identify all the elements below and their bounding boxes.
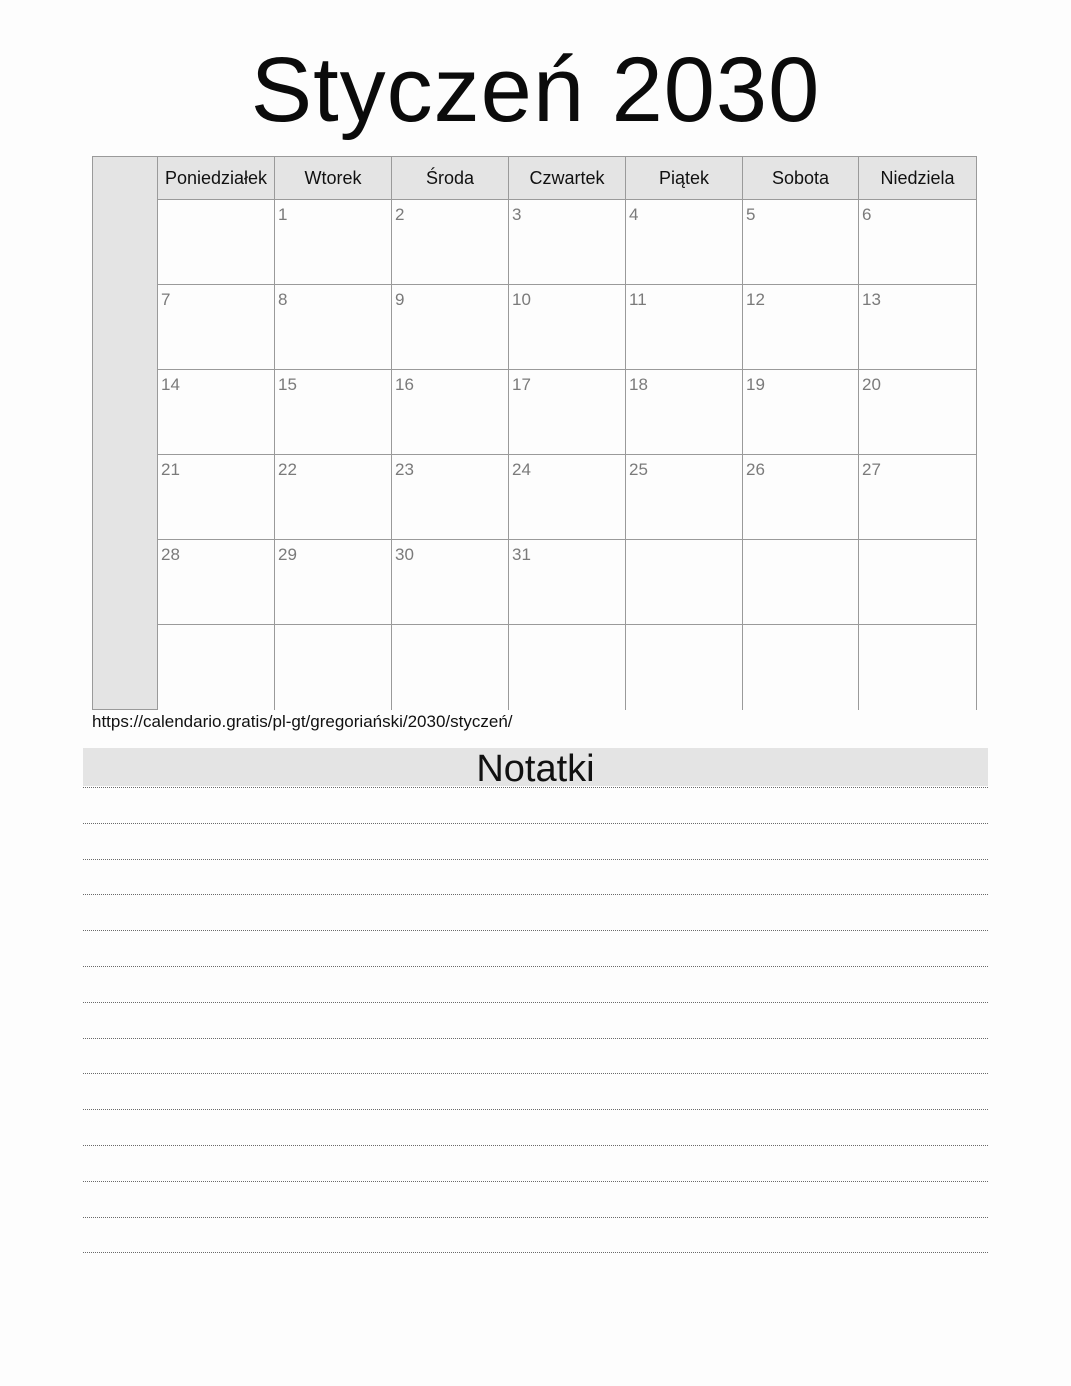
day-cell [509,370,626,455]
day-cell [509,625,626,710]
weekday-header: Środa [392,157,509,200]
weekday-header: Poniedziałek [158,157,275,200]
day-number: 21 [161,460,180,479]
day-number: 26 [746,460,765,479]
day-cell [275,370,392,455]
notes-line [83,1145,988,1146]
day-number: 6 [862,205,872,224]
day-cell [626,540,743,625]
day-cell [743,285,859,370]
day-cell [509,285,626,370]
notes-line [83,1181,988,1182]
day-number: 2 [395,205,405,224]
day-number: 5 [746,205,756,224]
day-number: 31 [512,545,531,564]
day-cell [158,455,275,540]
notes-line [83,966,988,967]
day-cell [859,285,976,370]
day-cell [743,455,859,540]
day-cell [626,455,743,540]
day-number: 24 [512,460,531,479]
day-cell [392,625,509,710]
notes-line [83,930,988,931]
day-number: 27 [862,460,881,479]
day-cell [859,200,976,285]
day-number: 30 [395,545,414,564]
day-cell [626,625,743,710]
day-cell [859,370,976,455]
day-number: 16 [395,375,414,394]
day-number: 7 [161,290,171,309]
day-cell [859,455,976,540]
day-number: 8 [278,290,288,309]
notes-line [83,787,988,788]
calendar-grid [158,157,976,709]
day-number: 25 [629,460,648,479]
notes-line [83,1038,988,1039]
day-number: 4 [629,205,639,224]
day-cell [743,625,859,710]
notes-line [83,1002,988,1003]
calendar-table [92,156,977,710]
day-number: 22 [278,460,297,479]
day-number: 12 [746,290,765,309]
day-cell [275,285,392,370]
day-cell [509,455,626,540]
weekday-header: Czwartek [509,157,626,200]
day-cell [275,540,392,625]
notes-line [83,823,988,824]
day-cell [275,200,392,285]
day-cell [158,625,275,710]
day-cell [743,540,859,625]
day-cell [743,370,859,455]
day-cell [158,540,275,625]
day-cell [626,200,743,285]
page-title: Styczeń 2030 [250,39,821,141]
weekday-header: Niedziela [859,157,976,200]
day-number: 19 [746,375,765,394]
day-number: 15 [278,375,297,394]
day-number: 10 [512,290,531,309]
day-cell [509,540,626,625]
day-cell [392,200,509,285]
weekday-header: Piątek [626,157,743,200]
day-cell [158,370,275,455]
day-cell [392,370,509,455]
weekday-header: Wtorek [275,157,392,200]
source-url: https://calendario.gratis/pl-gt/gregoriański/2030/styczeń/ [92,712,513,731]
notes-line [83,1109,988,1110]
day-number: 28 [161,545,180,564]
notes-line [83,1252,988,1253]
day-cell [392,285,509,370]
notes-line [83,894,988,895]
notes-line [83,859,988,860]
day-cell [392,540,509,625]
day-number: 3 [512,205,522,224]
day-cell [275,625,392,710]
day-cell [158,200,275,285]
day-cell [743,200,859,285]
day-number: 20 [862,375,881,394]
day-cell [626,285,743,370]
weekday-header: Sobota [743,157,859,200]
day-cell [626,370,743,455]
day-number: 23 [395,460,414,479]
day-cell [859,540,976,625]
day-number: 13 [862,290,881,309]
notes-line [83,1073,988,1074]
day-number: 11 [629,290,647,309]
day-number: 29 [278,545,297,564]
day-cell [392,455,509,540]
day-number: 9 [395,290,405,309]
day-cell [509,200,626,285]
day-cell [158,285,275,370]
day-cell [275,455,392,540]
week-number-column [93,157,158,709]
notes-line [83,1217,988,1218]
day-number: 14 [161,375,180,394]
day-number: 18 [629,375,648,394]
day-number: 1 [278,205,288,224]
notes-title: Notatki [83,748,988,786]
day-cell [859,625,976,710]
day-number: 17 [512,375,531,394]
